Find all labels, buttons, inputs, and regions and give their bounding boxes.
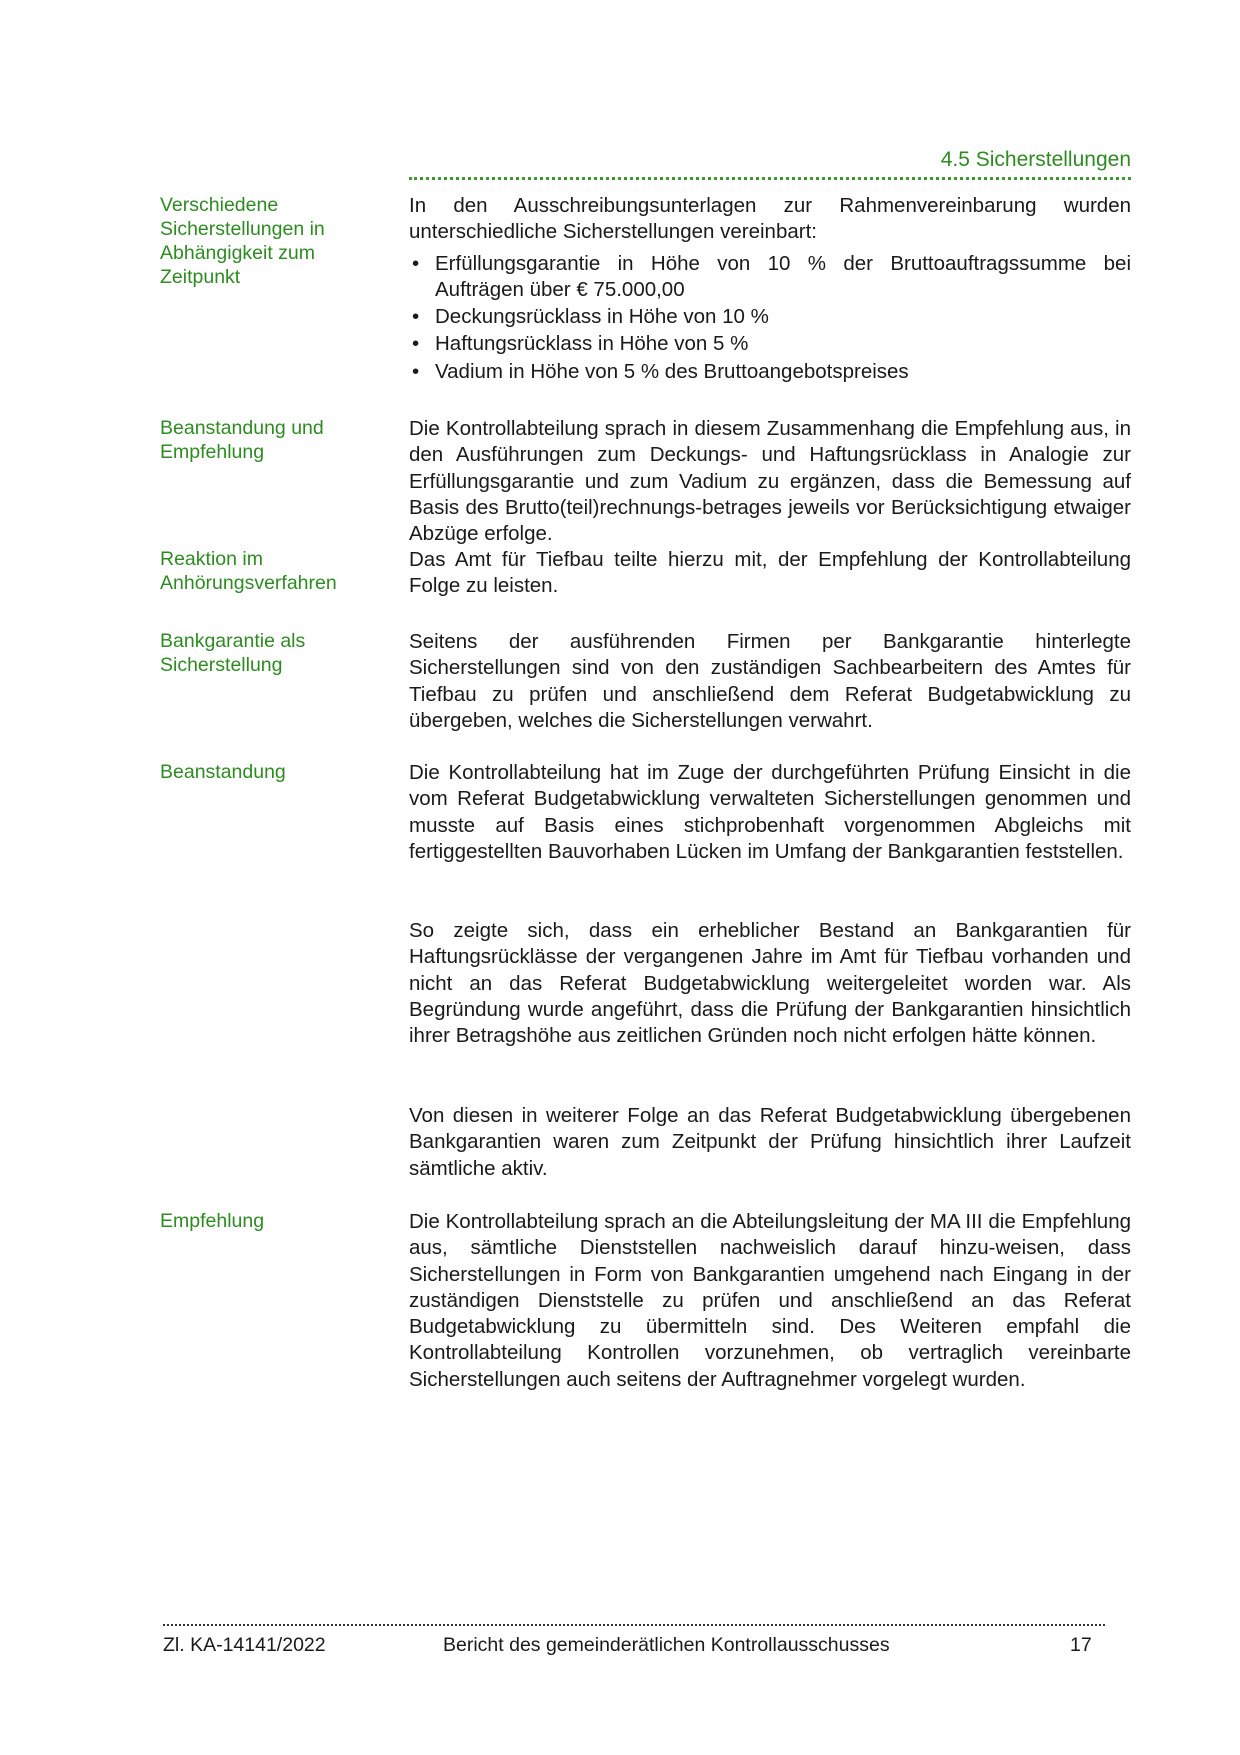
list-item <box>409 359 1131 385</box>
paragraph: Seitens der ausführenden Firmen per Bankgarantie hinterlegte Sicherstellungen sind von den zuständigen Sachbearbeitern des Amtes für Tiefbau zu prüfen und anschließend dem Referat Budgetabwicklung zu übergeben, welches die Sicherstellungen verwahrt. <box>409 630 1131 732</box>
list-item <box>409 331 1131 357</box>
bullet-icon: • <box>412 359 420 383</box>
margin-note: Bankgarantie als Sicherstellung <box>160 630 306 676</box>
paragraph: Das Amt für Tiefbau teilte hierzu mit, der Empfehlung der Kontrollabteilung Folge zu leisten. <box>409 548 1131 598</box>
list-item-text: Haftungsrücklass in Höhe von 5 % <box>435 332 749 356</box>
footer-reference: Zl. KA-14141/2022 <box>163 1634 326 1656</box>
paragraph: Die Kontrollabteilung sprach an die Abteilungsleitung der MA III die Empfehlung aus, sämtliche Dienststellen nachweislich darauf hinzu-weisen, dass Sicherstellungen in Form von Bankgarantien umgehend nach Eingang in der zuständigen Dienststelle zu prüfen und anschließend an das Referat Budgetabwicklung zu übermitteln sind. Des Weiteren empfahl die Kontrollabteilung Kontrollen vorzunehmen, ob vertraglich vereinbarte Sicherstellungen auch seitens der Auftragnehmer vorgelegt wurden. <box>409 1210 1131 1391</box>
list-item <box>409 304 1131 330</box>
footer-report-title: Bericht des gemeinderätlichen Kontrollausschusses <box>443 1634 890 1656</box>
margin-note: Verschiedene Sicherstellungen in Abhängigkeit zum Zeitpunkt <box>160 194 325 288</box>
bullet-icon: • <box>412 305 420 329</box>
paragraph: So zeigte sich, dass ein erheblicher Bestand an Bankgarantien für Haftungsrücklässe der vergangenen Jahre im Amt für Tiefbau vorhanden und nicht an das Referat Budgetabwicklung weitergeleitet worden war. Als Begründung wurde angeführt, dass die Prüfung der Bankgarantien hinsichtlich ihrer Betragshöhe aus zeitlichen Gründen noch nicht erfolgen hätte können. <box>409 919 1131 1048</box>
paragraph: In den Ausschreibungsunterlagen zur Rahmenvereinbarung wurden unterschiedliche Sicherstellungen vereinbart: <box>409 194 1131 244</box>
section-header-title: 4.5 Sicherstellungen <box>940 148 1131 171</box>
list-item <box>409 251 1131 304</box>
bullet-list <box>409 251 1131 385</box>
paragraph: Von diesen in weiterer Folge an das Referat Budgetabwicklung übergebenen Bankgarantien waren zum Zeitpunkt der Prüfung hinsichtlich ihrer Laufzeit sämtliche aktiv. <box>409 1104 1131 1180</box>
footer-divider <box>163 1624 1105 1626</box>
list-item-text: Vadium in Höhe von 5 % des Bruttoangebotspreises <box>435 359 909 383</box>
bullet-icon: • <box>412 251 420 275</box>
margin-note: Empfehlung <box>160 1210 265 1232</box>
header-divider <box>409 177 1131 180</box>
margin-note: Beanstandung und Empfehlung <box>160 417 324 463</box>
paragraph: Die Kontrollabteilung sprach in diesem Zusammenhang die Empfehlung aus, in den Ausführungen zum Deckungs- und Haftungsrücklass in Analogie zur Erfüllungsgarantie und zum Vadium zu ergänzen, dass die Bemessung auf Basis des Brutto(teil)rechnungs-betrages jeweils vor Berücksichtigung etwaiger Abzüge erfolge. <box>409 417 1131 546</box>
paragraph: Die Kontrollabteilung hat im Zuge der durchgeführten Prüfung Einsicht in die vom Referat Budgetabwicklung verwalteten Sicherstellungen genommen und musste auf Basis eines stichprobenhaft vorgenommen Abgleichs mit fertiggestellten Bauvorhaben Lücken im Umfang der Bankgarantien feststellen. <box>409 761 1131 863</box>
margin-note: Beanstandung <box>160 761 286 783</box>
bullet-icon: • <box>412 332 420 356</box>
page-number: 17 <box>1070 1634 1092 1656</box>
margin-note: Reaktion im Anhörungsverfahren <box>160 548 337 594</box>
list-item-text: Deckungsrücklass in Höhe von 10 % <box>435 305 769 329</box>
section-body <box>409 193 1131 386</box>
list-item-text: Erfüllungsgarantie in Höhe von 10 % der Bruttoauftragssumme bei Aufträgen über € 75.000,00 <box>435 251 1131 301</box>
